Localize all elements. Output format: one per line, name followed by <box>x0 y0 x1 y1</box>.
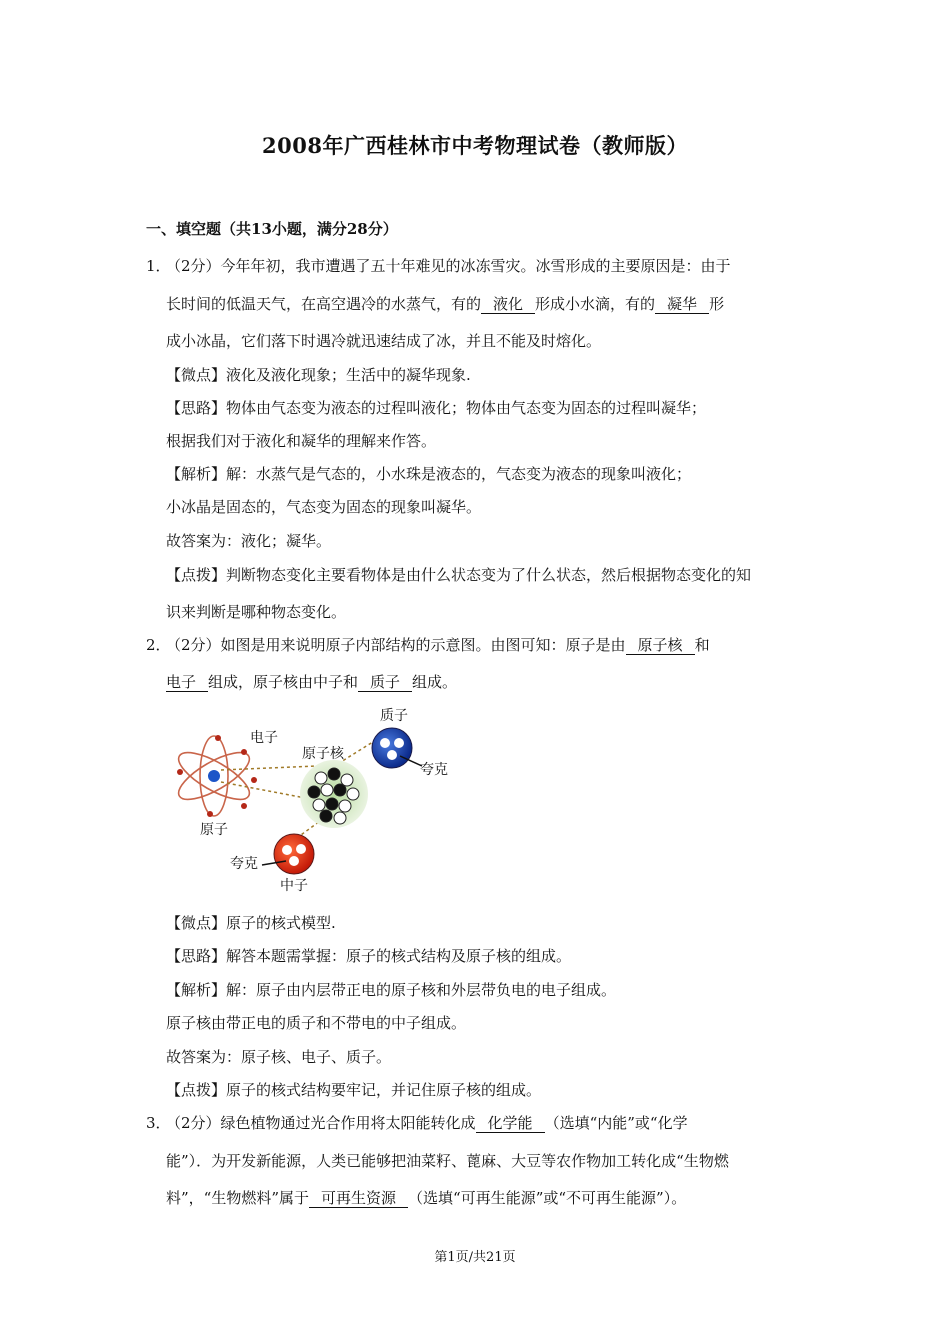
q1-line-2 <box>166 294 724 314</box>
q2-answer-1: 原子核 <box>626 636 695 655</box>
label-electron: 电子 <box>250 730 278 746</box>
q2-text: 组成，原子核由中子和 <box>208 673 359 691</box>
q2-line-2 <box>166 672 457 692</box>
q2-answer-3: 质子 <box>358 673 412 692</box>
label-quark-neutron: 夸克 <box>230 856 258 872</box>
q2-jiexi-1: 【解析】解：原子由内层带正电的原子核和外层带负电的电子组成。 <box>166 981 617 999</box>
q1-answer: 故答案为：液化；凝华。 <box>166 532 332 550</box>
q2-jiexi-2: 原子核由带正电的质子和不带电的中子组成。 <box>166 1014 467 1032</box>
q3-text: 料”，“生物燃料”属于 <box>166 1189 310 1207</box>
q3-answer-1: 化学能 <box>476 1114 545 1133</box>
q1-dianbo-2: 识来判断是哪种物态变化。 <box>166 603 347 621</box>
atom-nucleus-small <box>207 769 221 783</box>
q2-text: 和 <box>694 636 710 654</box>
q2-dianbo: 【点拨】原子的核式结构要牢记，并记住原子核的组成。 <box>166 1081 542 1099</box>
label-neutron: 中子 <box>280 878 308 894</box>
q3-answer-2: 可再生资源 <box>309 1189 408 1208</box>
q3-line-3 <box>166 1188 686 1208</box>
q1-weidian: 【微点】液化及液化现象；生活中的凝华现象. <box>166 366 471 384</box>
label-proton: 质子 <box>380 708 408 724</box>
q3-text: （2分）绿色植物通过光合作用将太阳能转化成 <box>166 1114 476 1132</box>
q1-text: 形 <box>709 295 725 313</box>
q1-jiexi-1: 【解析】解：水蒸气是气态的，小水珠是液态的，气态变为液态的现象叫液化； <box>166 465 692 483</box>
q1-jiexi-2: 小冰晶是固态的，气态变为固态的现象叫凝华。 <box>166 498 482 516</box>
neutron-sphere <box>274 834 314 874</box>
q2-text: 组成。 <box>412 673 458 691</box>
q2-weidian: 【微点】原子的核式模型. <box>166 914 336 932</box>
q2-answer: 故答案为：原子核、电子、质子。 <box>166 1048 392 1066</box>
page-title: 2008年广西桂林市中考物理试卷（教师版） <box>262 133 688 158</box>
q3-text: （选填“内能”或“化学 <box>544 1114 688 1132</box>
q3-line-1 <box>166 1113 688 1133</box>
q2-line-1 <box>166 635 710 655</box>
q1-number: 1． <box>146 257 171 275</box>
page-footer: 第1页/共21页 <box>434 1250 516 1265</box>
label-nucleus: 原子核 <box>302 746 344 762</box>
q2-number: 2． <box>146 636 171 654</box>
q1-silu-2: 根据我们对于液化和凝华的理解来作答。 <box>166 432 437 450</box>
q1-answer-1: 液化 <box>481 295 535 314</box>
label-atom: 原子 <box>200 822 228 838</box>
q1-text: 形成小水滴，有的 <box>535 295 656 313</box>
q1-text: 长时间的低温天气，在高空遇冷的水蒸气，有的 <box>166 295 482 313</box>
q1-line-3: 成小冰晶，它们落下时遇冷就迅速结成了冰，并且不能及时熔化。 <box>166 332 602 350</box>
q1-dianbo-1: 【点拨】判断物态变化主要看物体是由什么状态变为了什么状态，然后根据物态变化的知 <box>166 566 752 584</box>
q3-text: （选填“可再生能源”或“不可再生能源”）。 <box>408 1189 687 1207</box>
q2-silu: 【思路】解答本题需掌握：原子的核式结构及原子核的组成。 <box>166 947 572 965</box>
q1-line-1: （2分）今年年初，我市遭遇了五十年难见的冰冻雪灾。冰雪形成的主要原因是：由于 <box>166 257 731 275</box>
q1-answer-2: 凝华 <box>655 295 709 314</box>
section-heading: 一、填空题（共13小题，满分28分） <box>146 220 398 238</box>
q1-silu-1: 【思路】物体由气态变为液态的过程叫液化；物体由气态变为固态的过程叫凝华； <box>166 399 707 417</box>
q2-answer-2: 电子 <box>166 673 208 692</box>
q2-text: （2分）如图是用来说明原子内部结构的示意图。由图可知：原子是由 <box>166 636 626 654</box>
proton-sphere <box>372 728 412 768</box>
q3-line-2: 能”）．为开发新能源，人类已能够把油菜籽、蓖麻、大豆等农作物加工转化成“生物燃 <box>166 1152 729 1170</box>
label-quark-proton: 夸克 <box>420 762 448 778</box>
atom-structure-figure <box>166 700 466 900</box>
q3-number: 3． <box>146 1114 171 1132</box>
